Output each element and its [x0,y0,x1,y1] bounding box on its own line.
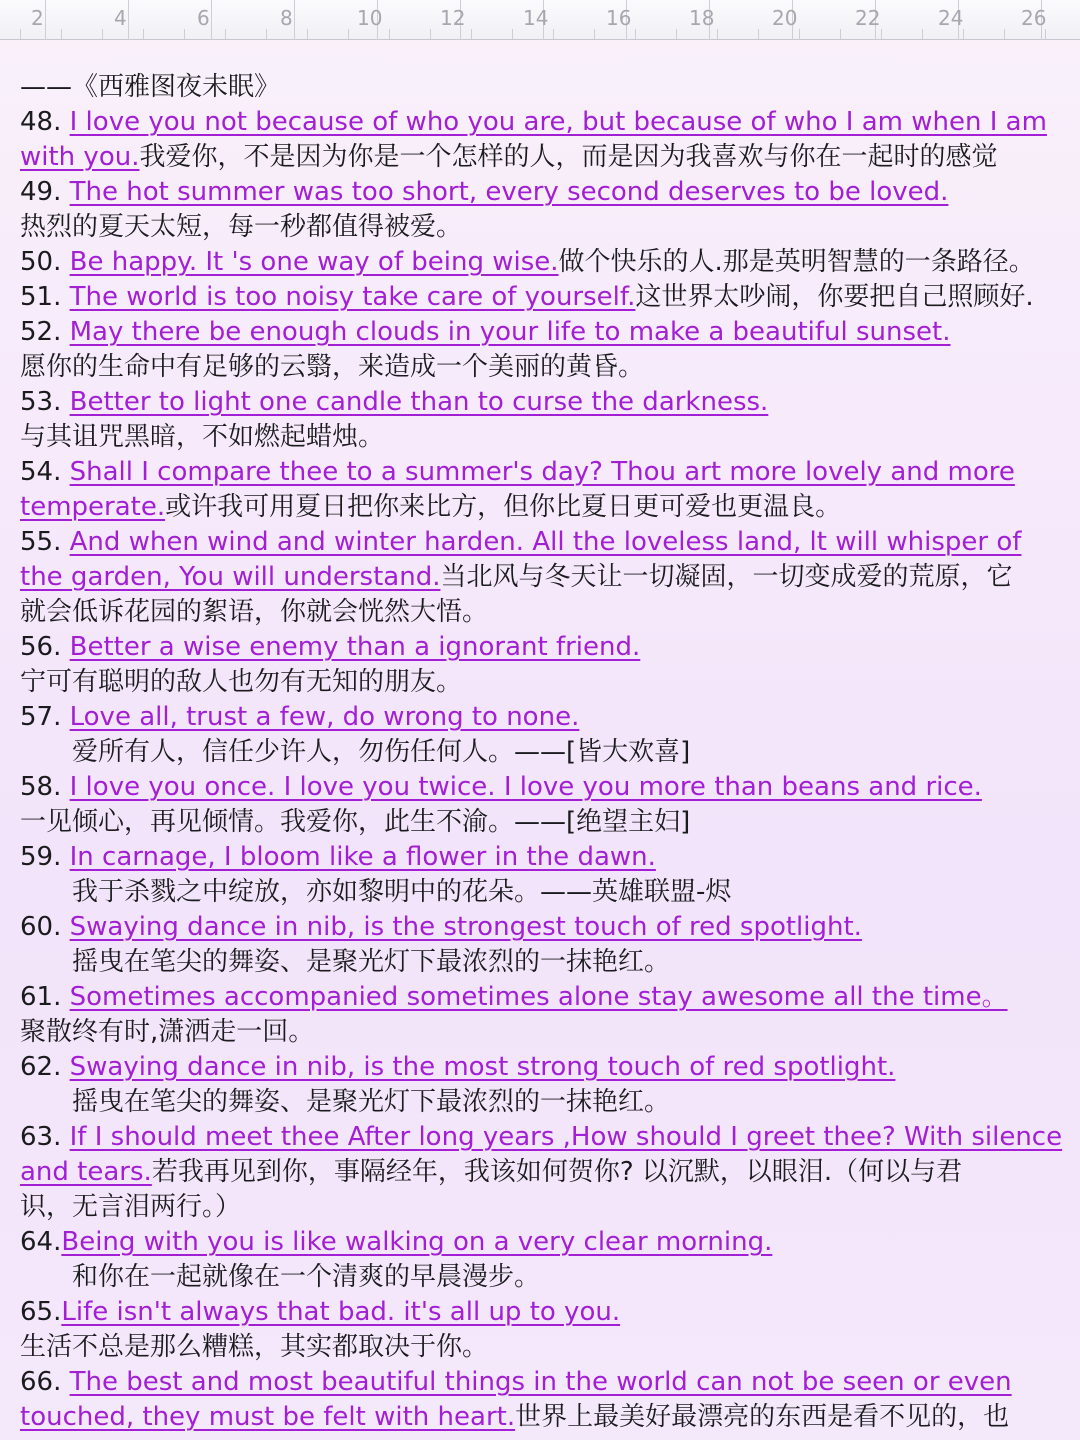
text-line [20,455,1070,489]
ruler-major-tick [211,0,212,40]
chinese-translation: 这世界太吵闹，你要把自己照顾好. [635,282,1034,312]
chinese-translation: 当北风与冬天让一切凝固，一切变成爱的荒原，它 [440,562,1013,592]
text-line [20,595,1070,629]
text-line [20,735,1070,769]
english-quote-link[interactable]: Love all, trust a few, do wrong to none. [69,702,580,732]
ruler-minor-tick [20,29,21,39]
ruler-minor-tick [1045,29,1046,39]
text-line [20,1330,1070,1364]
ruler-minor-tick [184,29,185,39]
text-line [20,910,1070,944]
chinese-translation: 做个快乐的人.那是英明智慧的一条路径。 [558,247,1035,277]
text-line [20,420,1070,454]
english-quote-link[interactable]: Sometimes accompanied sometimes alone stay awesome all the time。 [69,982,1008,1012]
item-number: 51. [20,282,70,312]
chinese-translation: 或许我可用夏日把你来比方，但你比夏日更可爱也更温良。 [165,492,842,522]
ruler-number: 20 [772,6,798,30]
item-number: 57. [20,702,70,732]
ruler-minor-tick [102,29,103,39]
text-line [20,560,1070,594]
english-quote-link[interactable]: with you. [20,142,140,172]
chinese-translation: 与其诅咒黑暗，不如燃起蜡烛。 [20,422,385,452]
english-quote-link[interactable]: Life isn't always that bad. it's all up to you. [61,1297,621,1327]
english-quote-link[interactable]: I love you not because of who you are, but because of who I am when I am [69,107,1047,137]
ruler-number: 14 [523,6,549,30]
ruler-minor-tick [758,29,759,39]
ruler-minor-tick [963,29,964,39]
ruler-minor-tick [225,29,226,39]
item-number: 54. [20,457,70,487]
item-number: 66. [20,1367,70,1397]
chinese-translation: 摇曳在笔尖的舞姿、是聚光灯下最浓烈的一抹艳红。 [72,947,671,977]
english-quote-link[interactable]: Swaying dance in nib, is the most strong touch of red spotlight. [69,1052,896,1082]
ruler-number: 16 [606,6,632,30]
ruler-minor-tick [635,29,636,39]
item-number: 61. [20,982,70,1012]
ruler-minor-tick [307,29,308,39]
ruler-major-tick [294,0,295,40]
english-quote-link[interactable]: and tears. [20,1157,152,1187]
ruler-minor-tick [61,29,62,39]
chinese-translation: ——《西雅图夜未眠》 [20,72,281,102]
text-line [20,1015,1070,1049]
chinese-translation: 识，无言泪两行。） [20,1192,242,1222]
item-number: 62. [20,1052,70,1082]
english-quote-link[interactable]: In carnage, I bloom like a flower in the dawn. [69,842,656,872]
item-number: 56. [20,632,70,662]
ruler-minor-tick [922,29,923,39]
chinese-translation: 热烈的夏天太短，每一秒都值得被爱。 [20,212,463,242]
english-quote-link[interactable]: Better a wise enemy than a ignorant friend. [69,632,641,662]
text-line [20,630,1070,664]
ruler-major-tick [128,0,129,40]
ruler-minor-tick [799,29,800,39]
item-number: 59. [20,842,70,872]
ruler-minor-tick [840,29,841,39]
item-number: 60. [20,912,70,942]
english-quote-link[interactable]: Swaying dance in nib, is the strongest touch of red spotlight. [69,912,862,942]
ruler-number: 8 [280,6,293,30]
item-number: 58. [20,772,70,802]
text-line [20,1190,1070,1224]
ruler-number: 4 [114,6,127,30]
english-quote-link[interactable]: Better to light one candle than to curse the darkness. [69,387,769,417]
ruler-minor-tick [717,29,718,39]
ruler-minor-tick [553,29,554,39]
text-line [20,1085,1070,1119]
english-quote-link[interactable]: the garden, You will understand. [20,562,441,592]
text-line [20,1295,1070,1329]
item-number: 52. [20,317,70,347]
ruler-minor-tick [471,29,472,39]
chinese-translation: 摇曳在笔尖的舞姿、是聚光灯下最浓烈的一抹艳红。 [72,1087,671,1117]
chinese-translation: 愿你的生命中有足够的云翳，来造成一个美丽的黄昏。 [20,352,645,382]
text-line [20,700,1070,734]
ruler-number: 24 [938,6,964,30]
english-quote-link[interactable]: touched, they must be felt with heart. [20,1402,516,1432]
text-line [20,175,1070,209]
ruler-number: 26 [1021,6,1047,30]
ruler-minor-tick [348,29,349,39]
text-line [20,1400,1070,1434]
english-quote-link[interactable]: The world is too noisy take care of yourself. [69,282,636,312]
text-line [20,525,1070,559]
text-line [20,1155,1070,1189]
ruler-number: 22 [855,6,881,30]
text-line [20,385,1070,419]
text-line [20,105,1070,139]
ruler [0,0,1080,40]
item-number: 55. [20,527,70,557]
ruler-number: 10 [357,6,383,30]
text-line [20,770,1070,804]
text-line [20,280,1070,314]
english-quote-link[interactable]: The best and most beautiful things in the world can not be seen or even [69,1367,1012,1397]
chinese-translation: 我爱你，不是因为你是一个怎样的人，而是因为我喜欢与你在一起时的感觉 [139,142,998,172]
text-line [20,245,1070,279]
text-line [20,980,1070,1014]
item-number: 64. [20,1227,62,1257]
ruler-number: 6 [197,6,210,30]
chinese-translation: 就会低诉花园的絮语，你就会恍然大悟。 [20,597,489,627]
ruler-minor-tick [512,29,513,39]
ruler-number: 12 [440,6,466,30]
ruler-number: 18 [689,6,715,30]
ruler-minor-tick [881,29,882,39]
chinese-translation: 爱所有人，信任少许人，勿伤任何人。——[皆大欢喜] [72,737,691,767]
item-number: 53. [20,387,70,417]
english-quote-link[interactable]: I love you once. I love you twice. I love you more than beans and rice. [69,772,982,802]
item-number: 49. [20,177,70,207]
text-line [20,1365,1070,1399]
chinese-translation: 宁可有聪明的敌人也勿有无知的朋友。 [20,667,463,697]
item-number: 48. [20,107,70,137]
chinese-translation: 生活不总是那么糟糕，其实都取决于你。 [20,1332,489,1362]
english-quote-link[interactable]: temperate. [20,492,166,522]
ruler-minor-tick [676,29,677,39]
english-quote-link[interactable]: Shall I compare thee to a summer's day? Thou art more lovely and more [69,457,1015,487]
text-line [20,210,1070,244]
text-line [20,875,1070,909]
english-quote-link[interactable]: Being with you is like walking on a very clear morning. [61,1227,773,1257]
chinese-translation: 和你在一起就像在一个清爽的早晨漫步。 [72,1262,541,1292]
chinese-translation: 一见倾心，再见倾情。我爱你，此生不渝。——[绝望主妇] [20,807,691,837]
ruler-minor-tick [266,29,267,39]
text-line [20,945,1070,979]
item-number: 63. [20,1122,70,1152]
text-line [20,350,1070,384]
ruler-minor-tick [389,29,390,39]
item-number: 65. [20,1297,62,1327]
ruler-number: 2 [31,6,44,30]
text-line [20,140,1070,174]
chinese-translation: 世界上最美好最漂亮的东西是看不见的，也 [515,1402,1010,1432]
ruler-minor-tick [143,29,144,39]
ruler-minor-tick [1004,29,1005,39]
chinese-translation: 聚散终有时,潇洒走一回。 [20,1017,315,1047]
english-quote-link[interactable]: If I should meet thee After long years ,How should I greet thee? With silence [69,1122,1063,1152]
ruler-minor-tick [594,29,595,39]
text-line [20,70,1070,104]
chinese-translation: 若我再见到你，事隔经年，我该如何贺你? 以沉默，以眼泪.（何以与君 [151,1157,963,1187]
text-line [20,1225,1070,1259]
text-line [20,1260,1070,1294]
english-quote-link[interactable]: The hot summer was too short, every second deserves to be loved. [69,177,949,207]
text-line [20,805,1070,839]
english-quote-link[interactable]: May there be enough clouds in your life to make a beautiful sunset. [69,317,951,347]
english-quote-link[interactable]: Be happy. It 's one way of being wise. [69,247,559,277]
ruler-major-tick [45,0,46,40]
document-body [20,70,1070,1435]
text-line [20,1050,1070,1084]
chinese-translation: 我于杀戮之中绽放，亦如黎明中的花朵。——英雄联盟-烬 [72,877,732,907]
text-line [20,665,1070,699]
english-quote-link[interactable]: And when wind and winter harden. All the loveless land, lt will whisper of [69,527,1022,557]
text-line [20,315,1070,349]
text-line [20,1120,1070,1154]
text-line [20,490,1070,524]
item-number: 50. [20,247,70,277]
ruler-minor-tick [430,29,431,39]
text-line [20,840,1070,874]
